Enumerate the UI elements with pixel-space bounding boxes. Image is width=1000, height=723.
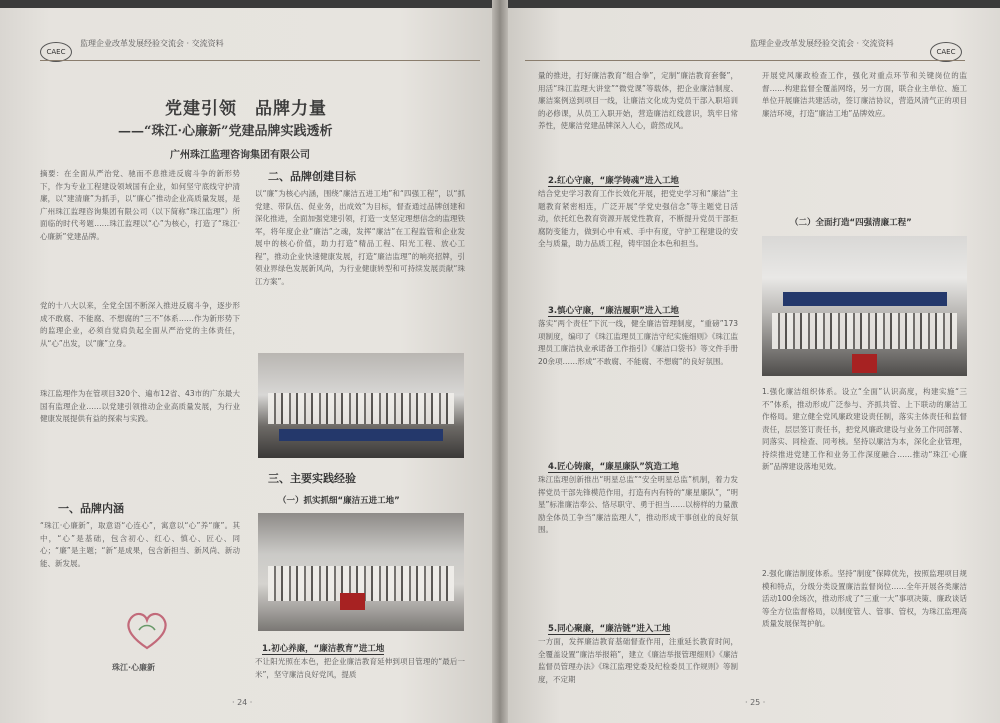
section-1-text: “珠江·心廉新”，取意语“心连心”，寓意以“心”养“廉”。其中，“心”是基础，包含初心、红心、慎心、匠心、同心；“廉”是主题；“新”是成果，包含新担当、新风尚、新动能、新发展。 (40, 521, 240, 568)
article-subtitle: ——“珠江·心廉新”党建品牌实践透析 (118, 124, 333, 139)
item-heading-1-text: 1.初心养廉，“廉洁教育”进工地 (262, 644, 385, 654)
section-heading-1: 一、品牌内涵 (58, 502, 124, 515)
running-title: 监理企业改革发展经验交流会 · 交流资料 (80, 39, 224, 48)
photo-crowd (772, 313, 957, 349)
item-heading-3-text: 3.慎心守廉，“廉洁履职”进入工地 (548, 306, 679, 316)
col1-paragraph-5: 一方面，发挥廉洁教育基础督查作用，注重延长教育时间，全覆盖设置“廉洁举报箱”，建立《廉洁举报管理细则》《廉洁监督员管理办法》《珠江监理党委及纪检委员工作规则》等制度，不定期 (538, 637, 738, 684)
item-1-text: 不让阳光照在本色，把企业廉洁教育延伸到项目管理的“最后一米”，坚守廉洁良好党风，提质 (255, 657, 465, 679)
item-heading-2 (548, 174, 679, 186)
meeting-photo (762, 236, 967, 376)
photo-banner (783, 292, 947, 306)
section-2-text: 以“廉”为核心内涵，围绕“廉洁五进工地”和“四强工程”，以“抓党建、带队伍、促业务，出成效”为目标，督查通过品牌创建和深化推进，全面加强党建引领，打造一支坚定理想信念的监理铁军，将年度企业“廉洁”之魂，发挥“廉洁”在工程监管和企业发展中的核心价值，助力打造“精品工程、阳光工程、放心工程”，推动企业快速健康发展，打造“廉洁监理”的响亮招牌，引领业界绿色发展新风尚，为行业健康转型和可持续发展贡献“珠江方案”。 (255, 189, 465, 286)
running-title: 监理企业改革发展经验交流会 · 交流资料 (750, 39, 894, 48)
col2-paragraph-2: 1.强化廉洁组织体系。设立“全面”认识高度，构建实施“三不”体系，推动形成广泛参与、齐抓共管、上下联动的廉洁工作格局。建立健全党风廉政建设责任制，落实主体责任和监督责任，层层签订责任书，把党风廉政建设与业务工作同部署、同落实、同检查、同考核。坚持以廉洁为本，深化企业管理，持续推进党建工作和业务工作深度融合……推动“珠江·心廉新”品牌建设落地见效。 (762, 387, 967, 471)
abstract-paragraph-1: 摘要：在全面从严治党、驰而不息推进反腐斗争的新形势下，作为专业工程建设领域国有企业，如何坚守底线守护清廉，以“建清廉”为抓手，以“廉心”推动企业高质量发展，是广州珠江监理咨询集团有限公司（以下简称“珠江监理”）所面临的时代考题……珠江监理以“心”为核心，打造了“珠江·心廉新”党建品牌。 (40, 169, 240, 241)
photo-crowd (268, 393, 453, 425)
section-heading-3: 三、主要实践经验 (268, 472, 356, 485)
col1-paragraph-4: 珠江监理创新推出“明星总监”“安全明星总监”机制，着力发挥党员干部先锋模范作用，打造有内有特的“廉星廉队”，“明星”标准廉洁奉公、恪尽职守、勇于担当……以榜样的力量激励全体员工争当“廉洁监理人”，推动形成干事创业的良好氛围。 (538, 475, 738, 534)
photo-flag (852, 354, 877, 374)
item-heading-4-text: 4.匠心铸廉，“廉星廉队”筑造工地 (548, 462, 679, 472)
item-heading-2-text: 2.红心守廉，“廉学铸魂”进入工地 (548, 176, 679, 186)
logo-caption: 珠江·心廉新 (112, 663, 156, 672)
subsection-heading-1: （一）抓实抓细“廉洁五进工地” (278, 496, 400, 506)
header-rule (525, 60, 965, 61)
col2-paragraph-3: 2.强化廉洁制度体系。坚持“制度”保障优先，按照监理项目规模和特点，分级分类设置廉洁监督岗位……全年开展各类廉洁活动100余场次，推动形成了“三重一大”事项决策、廉政谈话等全方位监督格局，以制度管人、管事、管权，为珠江监理高质量发展保驾护航。 (762, 569, 967, 628)
col2-paragraph-1: 开展党风廉政检查工作，强化对重点环节和关键岗位的监督……构建监督全覆盖网络，另一方面，联合业主单位、施工单位开展廉洁共建活动，签订廉洁协议，营造风清气正的项目廉洁环境，打造“廉洁工地”品牌效应。 (762, 71, 967, 118)
col1-paragraph-3: 落实“两个责任”下沉一线，健全廉洁管理制度，“重磅”173项制度，编印了《珠江监理员工廉洁守纪实施细则》《珠江监理员工廉洁执业承诺备工作指引》《廉洁口袋书》等文件手册20余项……形成“不敢腐、不能腐、不想腐”的良好氛围。 (538, 319, 738, 366)
heart-logo-icon (125, 610, 169, 650)
team-photo-1 (258, 353, 464, 458)
item-heading-4 (548, 460, 679, 472)
col1-paragraph-2: 结合党史学习教育工作长效化开展，把党史学习和“廉洁”主题教育紧密相连，广泛开展“学党史强信念”等主题党日活动，依托红色教育资源开展党性教育，不断提升党员干部拒腐防变能力，做到心中有戒、手中有度，守护工程建设的安全与质量，助力品质工程，铸牢国企本色和担当。 (538, 189, 738, 248)
item-heading-5 (548, 622, 670, 634)
item-heading-3 (548, 304, 679, 316)
photo-banner (279, 429, 444, 442)
caec-logo: CAEC (930, 42, 962, 62)
subsection-heading-2: （二）全面打造“四强清廉工程” (790, 218, 912, 228)
right-page (500, 8, 1000, 723)
page-number-right: · 25 · (745, 698, 766, 707)
header-rule (40, 60, 480, 61)
abstract-paragraph-2: 党的十八大以来，全党全国不断深入推进反腐斗争，逐步形成不敢腐、不能腐、不想腐的“三不”体系……作为新形势下的监理企业，必须自觉肩负起全面从严治党的主体责任，从“心”出发，以“廉”立身。 (40, 301, 240, 348)
item-heading-1 (262, 642, 384, 654)
photo-flag (340, 593, 365, 610)
section-heading-2: 二、品牌创建目标 (268, 170, 356, 183)
book-gutter (492, 0, 508, 723)
col1-paragraph-1: 量的推进，打好廉洁教育“组合拳”，定制“廉洁教育套餐”，用活“珠江监理大讲堂”“微党课”等载体，把企业廉洁制度、廉洁案例送到项目一线，让廉洁文化成为党员干部入职培训的必修课，从员工入职开始，营造廉洁红线意识，筑牢日常养性，使廉洁党建品牌深入人心，蔚然成风。 (538, 71, 738, 130)
abstract-paragraph-3: 珠江监理作为在管项目320个、遍布12省、43市的广东最大国有监理企业……以党建引领推动企业高质量发展，为行业健康发展提供有益的探索与实践。 (40, 389, 240, 423)
item-heading-5-text: 5.同心聚廉，“廉洁链”进入工地 (548, 624, 671, 634)
left-page (0, 8, 500, 723)
team-photo-2 (258, 513, 464, 631)
caec-logo: CAEC (40, 42, 72, 62)
page-number-left: · 24 · (232, 698, 253, 707)
article-author: 广州珠江监理咨询集团有限公司 (170, 150, 310, 161)
article-title: 党建引领 品牌力量 (165, 99, 327, 119)
